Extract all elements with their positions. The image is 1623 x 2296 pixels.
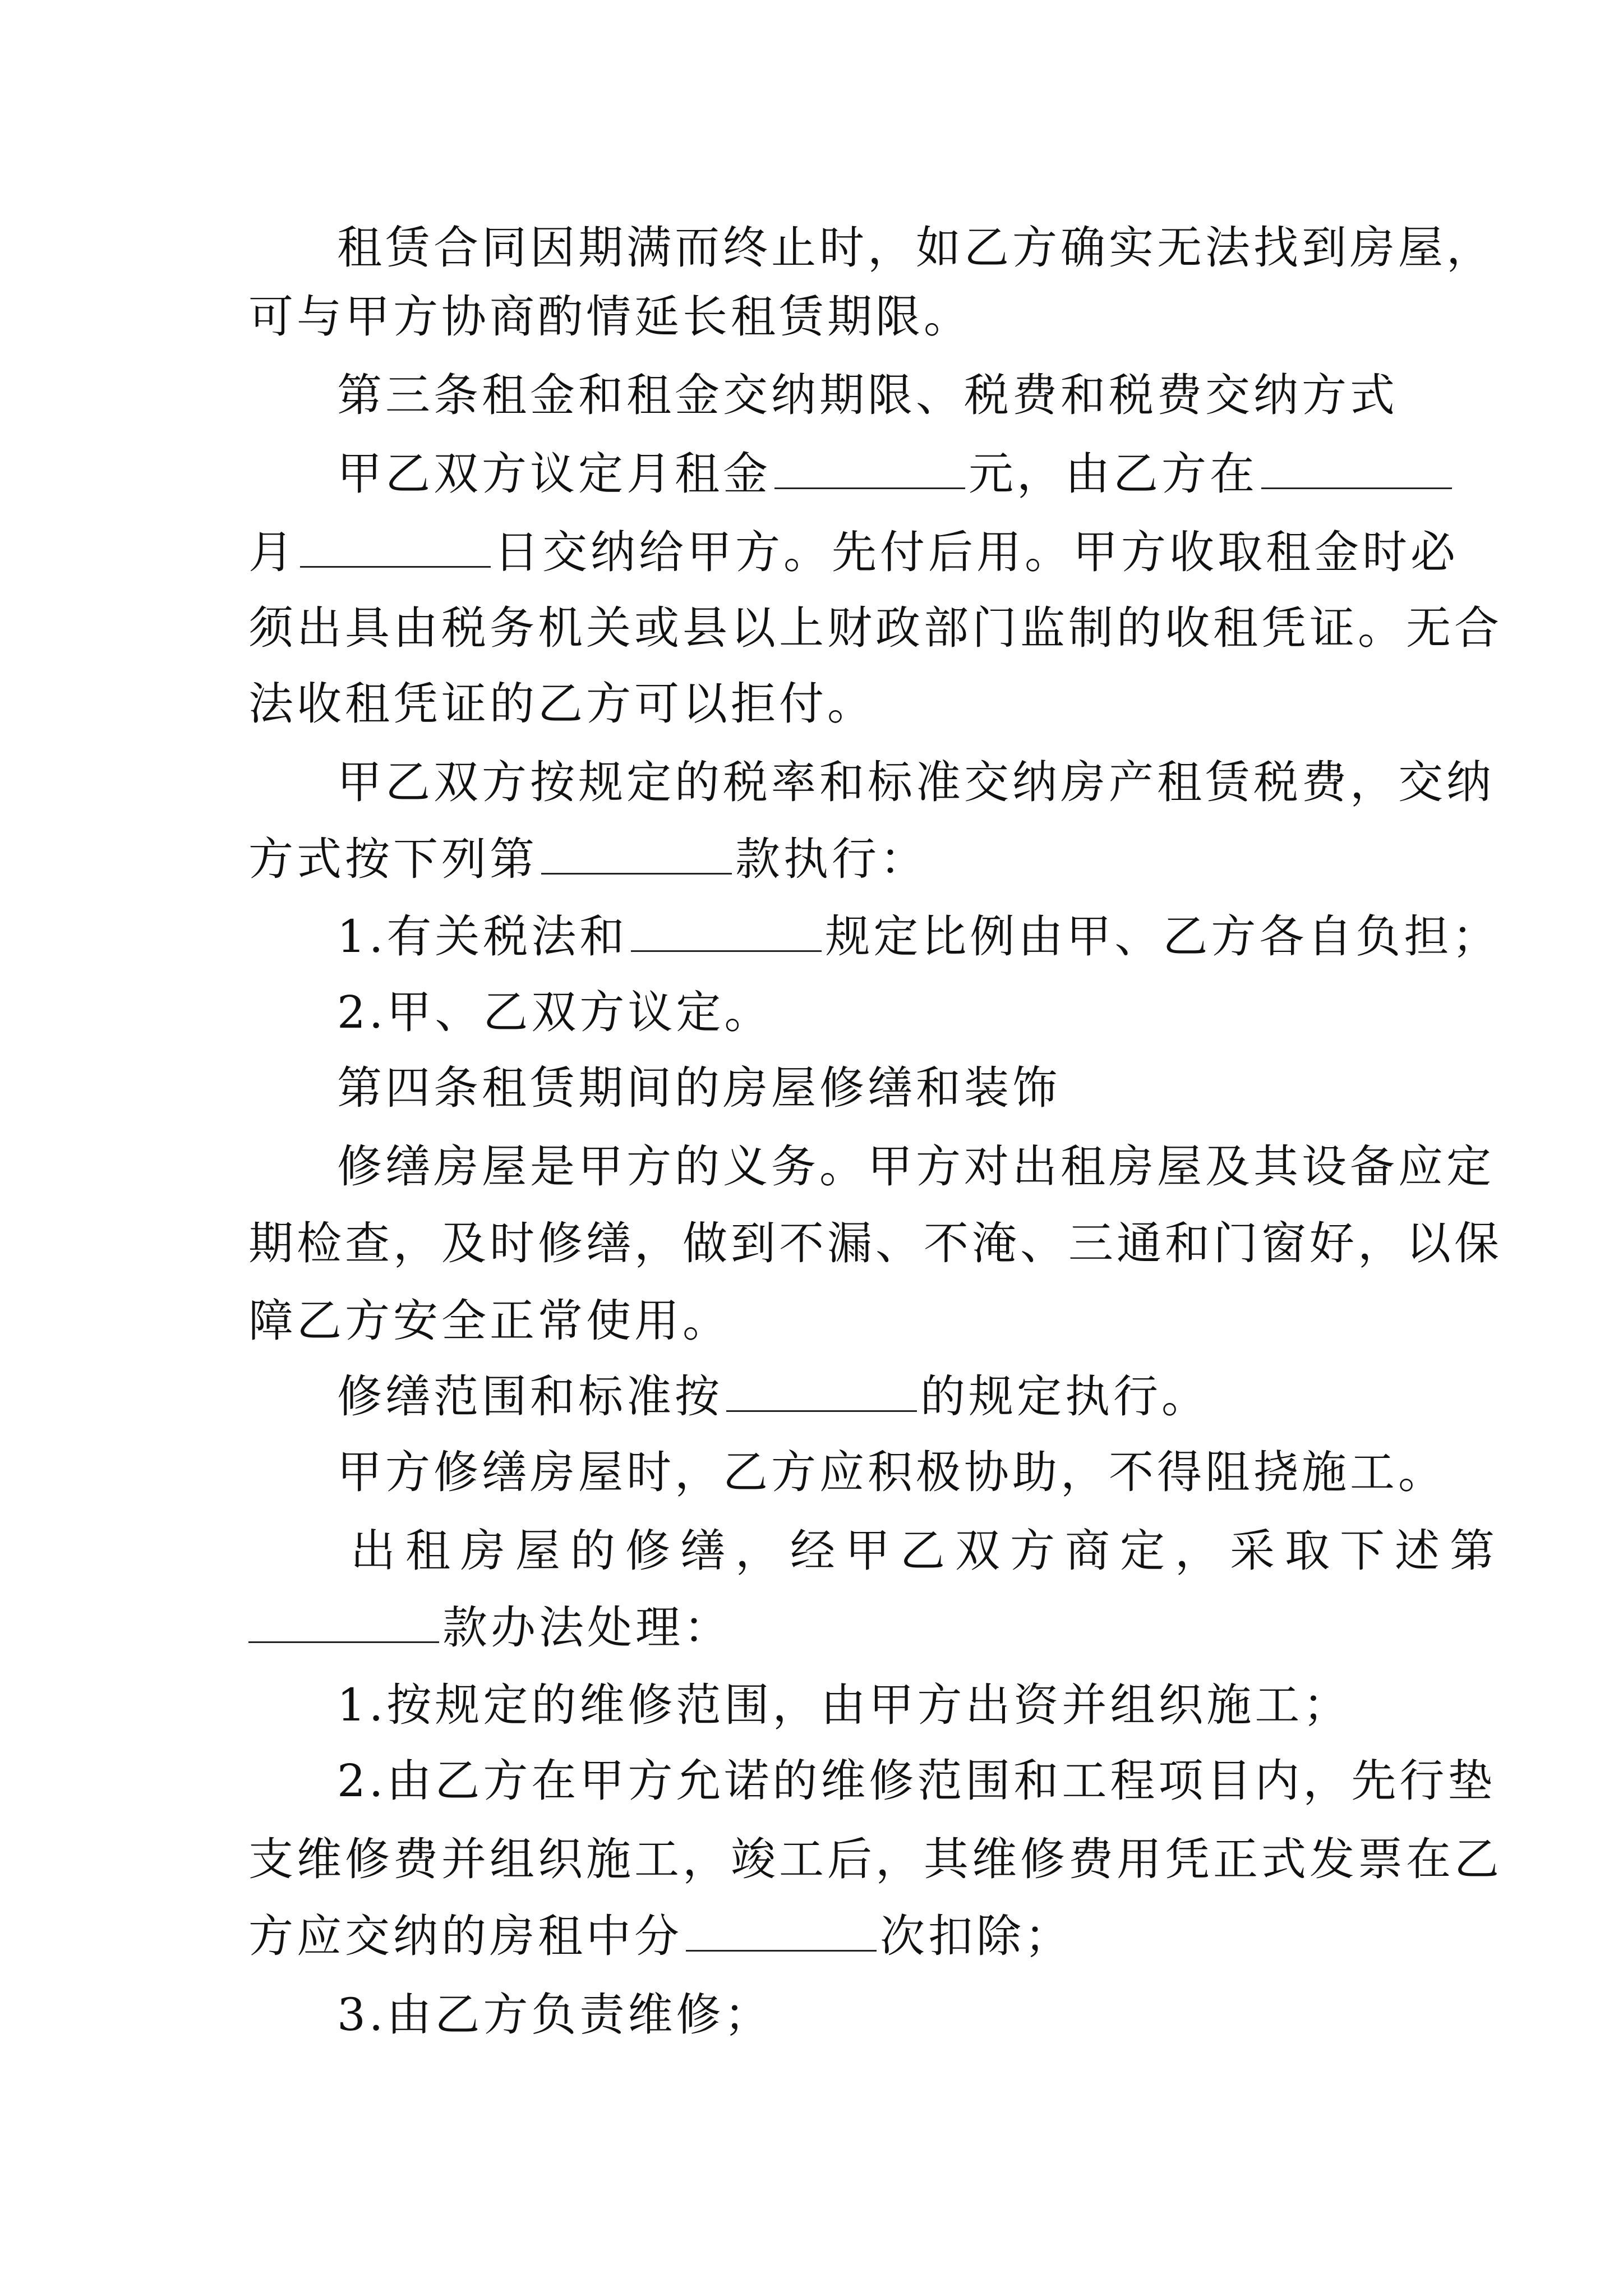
text-span: 次扣除； xyxy=(880,1910,1073,1962)
text-span: 方式按下列第 xyxy=(248,833,538,885)
article-3-title: 第三条租金和租金交纳期限、税费和税费交纳方式 xyxy=(337,369,1398,421)
text-span: 日交纳给甲方。先付后用。甲方收取租金时必 xyxy=(494,526,1459,578)
paragraph-line: 甲方修缮房屋时，乙方应积极协助，不得阻挠施工。 xyxy=(337,1446,1446,1498)
text-span: 方应交纳的房租中分 xyxy=(248,1910,683,1962)
article-4-title: 第四条租赁期间的房屋修缮和装饰 xyxy=(337,1062,1061,1114)
text-span: 规定比例由甲、乙方各自负担； xyxy=(825,910,1501,963)
paragraph-line xyxy=(248,1897,1073,1976)
paragraph-line: 法收租凭证的乙方可以拒付。 xyxy=(248,678,875,730)
text-span: 元，由乙方在 xyxy=(969,448,1258,500)
text-span: 款执行： xyxy=(735,833,928,885)
paragraph-line: 修缮房屋是甲方的义务。甲方对出租房屋及其设备应定 xyxy=(337,1140,1495,1193)
paragraph-line: 须出具由税务机关或县以上财政部门监制的收租凭证。无合 xyxy=(248,602,1502,654)
list-item: 2.由乙方在甲方允诺的维修范围和工程项目内，先行垫 xyxy=(337,1755,1496,1807)
text-span: 修缮范围和标准按 xyxy=(337,1370,723,1423)
paragraph-line: 租赁合同因期满而终止时，如乙方确实无法找到房屋， xyxy=(337,222,1495,274)
fill-blank xyxy=(300,528,491,568)
text-span: 款办法处理： xyxy=(442,1602,732,1654)
fill-blank xyxy=(686,1912,877,1952)
text-span: 月 xyxy=(248,526,297,578)
paragraph-line xyxy=(248,1589,732,1667)
text-span: 1.有关税法和 xyxy=(337,910,628,963)
fill-blank xyxy=(248,1603,439,1643)
paragraph-line xyxy=(337,435,1455,513)
paragraph-line: 支维修费并组织施工，竣工后，其维修费用凭正式发票在乙 xyxy=(248,1833,1502,1885)
list-item xyxy=(337,898,1500,976)
paragraph-line: 出租房屋的修缮，经甲乙双方商定，采取下述第 xyxy=(351,1525,1505,1577)
text-span: 甲乙双方议定月租金 xyxy=(337,448,771,500)
list-item: 2.甲、乙双方议定。 xyxy=(337,986,773,1038)
paragraph-line xyxy=(337,1358,1210,1436)
paragraph-line: 甲乙双方按规定的税率和标准交纳房产租赁税费，交纳 xyxy=(337,756,1495,808)
fill-blank xyxy=(541,835,732,875)
fill-blank xyxy=(631,912,822,952)
fill-blank xyxy=(1261,449,1452,489)
fill-blank xyxy=(774,449,965,489)
paragraph-line xyxy=(248,513,1459,592)
fill-blank xyxy=(726,1372,917,1412)
paragraph-line: 期检查，及时修缮，做到不漏、不淹、三通和门窗好，以保 xyxy=(248,1217,1502,1269)
text-span: 的规定执行。 xyxy=(920,1370,1210,1423)
paragraph-line: 障乙方安全正常使用。 xyxy=(248,1295,731,1347)
paragraph-line xyxy=(248,820,928,899)
paragraph-line: 可与甲方协商酌情延长租赁期限。 xyxy=(248,291,972,343)
list-item: 1.按规定的维修范围，由甲方出资并组织施工； xyxy=(337,1679,1352,1731)
list-item: 3.由乙方负责维修； xyxy=(337,1989,773,2041)
